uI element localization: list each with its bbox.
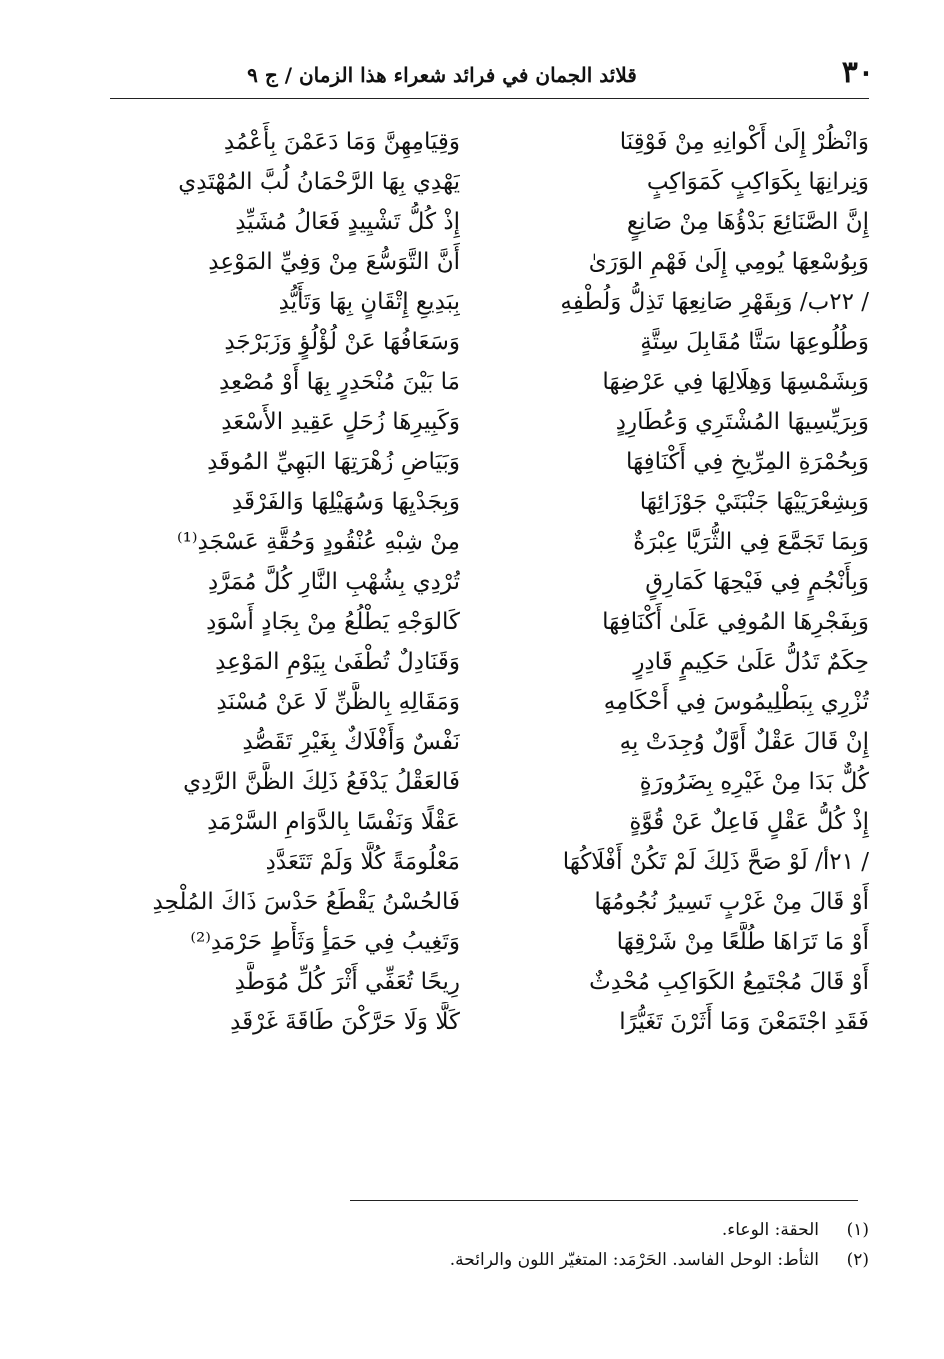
- verse-first-hemistich: / ٢١أ/ لَوْ صَحَّ ذَلِكَ لَمْ تَكُنْ أَفْلَاكُهَا: [562, 849, 869, 875]
- verse-first-hemistich: كُلٌّ بَدَا مِنْ غَيْرِهِ بِضَرُورَةٍ: [639, 769, 869, 795]
- verse: [105, 522, 869, 562]
- verse: [105, 642, 869, 682]
- verse: [105, 842, 869, 882]
- footnote-rule: [350, 1200, 858, 1201]
- verse-second-hemistich: مَا بَيْنَ مُنْحَدِرٍ بِهَا أَوْ مُصْعِدِ: [219, 369, 460, 395]
- verse: [105, 762, 869, 802]
- verse-second-hemistich: فَالحُسْنُ يَقْطَعُ حَدْسَ ذَاكَ المُلْحِدِ: [152, 889, 460, 915]
- verse-first-hemistich: وَبِمَا تَجَمَّعَ فِي الثُّرَيَّا عِبْرَةٌ: [633, 529, 869, 555]
- verse-first-hemistich: وَبِفَجْرِهَا المُوفِي عَلَىٰ أَكْنَافِهَا: [602, 609, 869, 635]
- footnote-text: الحقة: الوعاء.: [721, 1220, 819, 1240]
- verse-second-hemistich: إِذْ كُلُّ تَشْيِيدٍ فَعَالُ مُشَيِّدِ: [235, 209, 460, 235]
- verse-second-hemistich: رِيحًا تُعَفِّي أَثْرَ كُلِّ مُوَطَّدِ: [234, 969, 460, 995]
- verse: [105, 882, 869, 922]
- verse: [105, 482, 869, 522]
- poem-body: [105, 122, 869, 1082]
- verse-second-hemistich: وَمَقَالِهِ بِالظَّنِّ لَا عَنْ مُسْنَدِ: [216, 689, 460, 715]
- verse-first-hemistich: تُزْرِي بِبَطْلِيمُوسَ فِي أَحْكَامِهِ: [603, 689, 869, 715]
- verse-first-hemistich: وَنِرانِهَا بِكَوَاكِبٍ كَمَوَاكِبٍ: [646, 169, 869, 195]
- verse-second-hemistich: أَنَّ التَّوَسُّعَ مِنْ وَفِيِّ المَوْعِدِ: [208, 249, 460, 275]
- verse-first-hemistich: وَبِشِعْرَيَيْهَا جَنْبَتَيْ جَوْزَائِهَا: [639, 489, 869, 515]
- verse-first-hemistich: / ٢٢ب/ وَبِقَهْرِ صَانِعِهَا تَذِلُّ وَلُطْفِهِ: [560, 289, 869, 315]
- verse: [105, 322, 869, 362]
- footnote: [110, 1245, 869, 1275]
- verse-second-hemistich: عَقْلًا وَنَفْسًا بِالدَّوَامِ السَّرْمَدِ: [207, 809, 460, 835]
- verse-second-hemistich: نَفْسٌ وَأَفْلَاكٌ بِغَيْرِ تَقَصُّدِ: [242, 729, 460, 755]
- verse-second-hemistich: فَالعَقْلُ يَدْفَعُ ذَلِكَ الظَّنَّ الرَّدِي: [183, 769, 460, 795]
- verse-second-hemistich: وَقَنَادِلٌ تُطْفَىٰ بِيَوْمِ المَوْعِدِ: [215, 649, 460, 675]
- verse-first-hemistich: وَانْظُرْ إِلَىٰ أَكْوانِهِ مِنْ فَوْقِنَا: [619, 129, 869, 155]
- verse: [105, 122, 869, 162]
- verse: [105, 602, 869, 642]
- verse-second-hemistich: بِبَدِيعِ إِتْقَانٍ بِهَا وَتَأَيُّدِ: [278, 289, 460, 315]
- footnote-number: (٢): [846, 1250, 869, 1270]
- running-title: قلائد الجمان في فرائد شعراء هذا الزمان / ج ٩: [247, 63, 637, 87]
- verse-second-hemistich: تُرْدِي بِشُهْبِ النَّارِ كُلَّ مُمَرَّدِ: [207, 569, 460, 595]
- verse: [105, 922, 869, 962]
- verse: [105, 242, 869, 282]
- verse: [105, 202, 869, 242]
- verse-first-hemistich: حِكَمٌ تَدُلُّ عَلَىٰ حَكِيمٍ قَادِرٍ: [633, 649, 869, 675]
- verse: [105, 722, 869, 762]
- verse-first-hemistich: وَبِشَمْسِهَا وَهِلَالِهَا فِي عَرْضِهَا: [602, 369, 869, 395]
- verse-second-hemistich: يَهْدِي بِهَا الرَّحْمَانُ لُبَّ المُهْتَدِي: [178, 169, 460, 195]
- verse: [105, 402, 869, 442]
- verse: [105, 442, 869, 482]
- verse-second-hemistich: مِنْ شِبْهِ عُنْقُودٍ وَحُقَّةِ عَسْجَدِ⁽¹⁾: [176, 529, 460, 555]
- verse-first-hemistich: أَوْ قَالَ مُجْتَمِعُ الكَوَاكِبِ مُحْدِثٌ: [589, 969, 869, 995]
- verse-first-hemistich: وَبِحُمْرَةِ المِرِّيخِ فِي أَكْنَافِهَا: [625, 449, 869, 475]
- verse-second-hemistich: وَبِجَدْيِهَا وَسُهَيْلِهَا وَالفَرْقَدِ: [231, 489, 460, 515]
- verse-first-hemistich: إِنَّ الصَّنَائِعَ بَدْؤُهَا مِنْ صَانِعٍ: [626, 209, 869, 235]
- verse-first-hemistich: وَطُلُوعِهَا سَتَّا مُقَابِلَ سِتَّةٍ: [640, 329, 869, 355]
- footnote-number: (١): [846, 1220, 869, 1240]
- verse-second-hemistich: وَكَبِيرِهَا زُحَلٍ عَقِيدِ الأَسْعَدِ: [221, 409, 460, 435]
- verse-first-hemistich: وَبِأَنْجُمٍ فِي فَيْحِهَا كَمَارِقٍ: [645, 569, 869, 595]
- header-rule: [110, 98, 869, 99]
- verse-first-hemistich: إِنْ قَالَ عَقْلٌ أَوَّلٌ وُجِدَتْ بِهِ: [619, 729, 869, 755]
- verse: [105, 562, 869, 602]
- verse-first-hemistich: وَبِرَيِّسِيهَا المُشْتَرِي وَعُطَارِدٍ: [615, 409, 869, 435]
- verse: [105, 802, 869, 842]
- verse-second-hemistich: وَسَعَافُهَا عَنْ لُؤْلُؤٍ وَزَبَرْجَدِ: [224, 329, 460, 355]
- verse: [105, 682, 869, 722]
- verse-first-hemistich: فَقَدِ اجْتَمَعْنَ وَمَا أَثَرْنَ تَغَيُّرًا: [619, 1009, 869, 1035]
- footnote-text: الثأط: الوحل الفاسد. الحَرْمَد: المتغيّر اللون والرائحة.: [449, 1250, 819, 1270]
- footnote: [110, 1215, 869, 1245]
- verse: [105, 362, 869, 402]
- verse-first-hemistich: أَوْ مَا تَرَاهَا طُلَّعًا مِنْ شَرْقِهَا: [616, 929, 869, 955]
- verse-first-hemistich: وَبِوُسْعِهَا يُومِي إِلَىٰ فَهْمِ الوَرَىٰ: [588, 249, 869, 275]
- verse: [105, 962, 869, 1002]
- page-header: [70, 55, 874, 95]
- page-number: ٣٠: [841, 55, 874, 90]
- verse-first-hemistich: أَوْ قَالَ مِنْ غَرْبٍ تَسِيرُ نُجُومُهَا: [594, 889, 869, 915]
- verse-second-hemistich: وَقِيَامِهِنَّ وَمَا دَعَمْنَ بِأَعْمُدِ: [223, 129, 460, 155]
- verse-second-hemistich: مَعْلُومَةً كُلًّا وَلَمْ تَتَعَدَّدِ: [265, 849, 460, 875]
- verse-second-hemistich: وَتَغِيبُ فِي حَمَأٍ وَثَأْطٍ حَرْمَدِ⁽²⁾: [190, 929, 460, 955]
- verse-first-hemistich: إِذْ كُلُّ عَقْلٍ فَاعِلٌ عَنْ قُوَّةٍ: [629, 809, 869, 835]
- verse: [105, 1002, 869, 1042]
- verse-second-hemistich: كَالوَجْهِ يَطْلُعُ مِنْ بِجَادٍ أَسْوَدِ: [206, 609, 460, 635]
- verse: [105, 282, 869, 322]
- verse: [105, 162, 869, 202]
- footnotes: [110, 1215, 869, 1275]
- verse-second-hemistich: وَبَيَاضِ زُهْرَتِهَا البَهِيِّ المُوقَدِ: [207, 449, 460, 475]
- verse-second-hemistich: كَلَّا وَلَا حَرَّكْنَ طَاقَةَ غَرْقَدِ: [230, 1009, 460, 1035]
